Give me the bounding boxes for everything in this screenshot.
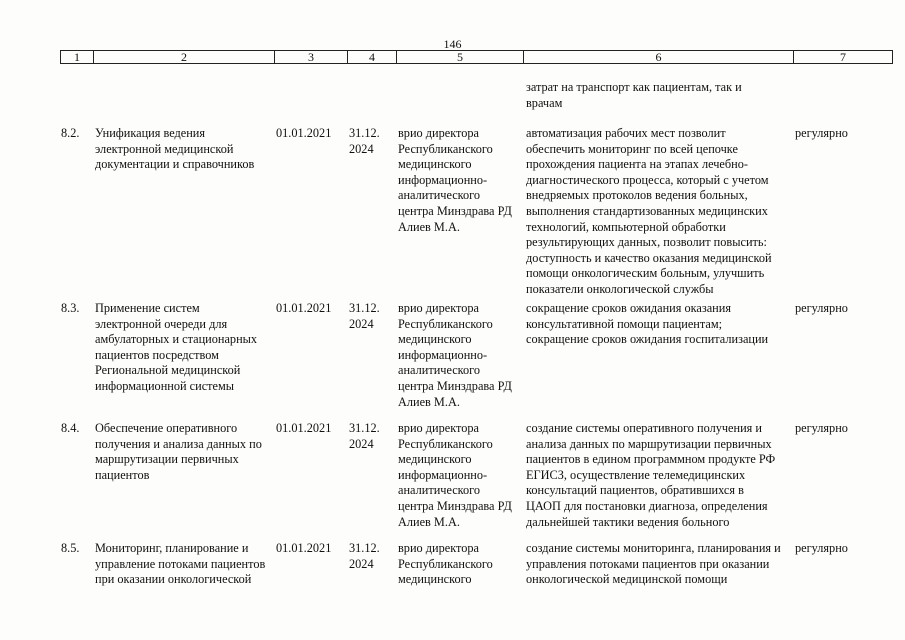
responsible-person: [398, 126, 523, 235]
measure-name-line: при оказании онкологической: [95, 572, 252, 587]
expected-result: [526, 541, 794, 588]
measure-name-line: пациентов посредством: [95, 347, 219, 362]
period: регулярно: [795, 126, 848, 140]
end-date-line: 2024: [349, 316, 374, 331]
responsible-line: Алиев М.А.: [398, 219, 460, 234]
responsible-line: медицинского: [398, 572, 472, 587]
column-number-2: 2: [94, 51, 275, 64]
result-line: консультаций пациентов, обратившихся в: [526, 483, 744, 498]
responsible-line: медицинского: [398, 332, 472, 347]
responsible-line: врио директора: [398, 541, 479, 555]
result-line: дальнейшей тактики ведения больного: [526, 514, 730, 529]
result-line: автоматизация рабочих мест позволит: [526, 126, 726, 140]
responsible-line: Республиканского: [398, 316, 493, 331]
end-date: [349, 541, 394, 572]
column-header-table: [60, 50, 893, 64]
item-number: 8.4.: [61, 421, 80, 435]
continuation-text: [526, 80, 794, 111]
responsible-line: Алиев М.А.: [398, 394, 460, 409]
responsible-line: Республиканского: [398, 141, 493, 156]
measure-name: [95, 541, 273, 588]
responsible-person: [398, 421, 523, 530]
page-number: 146: [443, 37, 462, 51]
responsible-line: аналитического: [398, 188, 481, 203]
measure-name-line: Мониторинг, планирование и: [95, 541, 249, 555]
measure-name-line: управление потоками пациентов: [95, 556, 266, 571]
responsible-person: [398, 301, 523, 410]
end-date-line: 31.12.: [349, 301, 380, 315]
result-line: пациентов в едином программном продукте РФ: [526, 452, 776, 467]
responsible-line: врио директора: [398, 126, 479, 140]
measure-name-line: Обеспечение оперативного: [95, 421, 238, 435]
measure-name-line: электронной очереди для: [95, 316, 228, 331]
result-line: управления потоками пациентов при оказании: [526, 556, 770, 571]
end-date: [349, 301, 394, 332]
result-line: выполнения стандартизованных медицинских: [526, 203, 768, 218]
item-number: 8.2.: [61, 126, 80, 140]
expected-result: [526, 126, 794, 298]
responsible-line: информационно-: [398, 347, 488, 362]
measure-name-line: пациентов: [95, 467, 150, 482]
result-line: обеспечить мониторинг по всей цепочке: [526, 141, 738, 156]
result-line: прохождения пациента на этапах лечебно-: [526, 157, 748, 172]
responsible-line: врио директора: [398, 421, 479, 435]
responsible-line: центра Минздрава РД: [398, 203, 512, 218]
measure-name-line: документации и справочников: [95, 157, 255, 172]
result-line: ЕГИСЗ, осуществление телемедицинских: [526, 467, 746, 482]
measure-name-line: маршрутизации первичных: [95, 452, 239, 467]
end-date-line: 31.12.: [349, 541, 380, 555]
result-line: сокращение сроков ожидания госпитализации: [526, 332, 769, 347]
start-date: 01.01.2021: [276, 301, 332, 315]
measure-name-line: Применение систем: [95, 301, 200, 315]
end-date-line: 2024: [349, 436, 374, 451]
result-line: доступность и качество оказания медицинской: [526, 250, 772, 265]
responsible-line: Алиев М.А.: [398, 514, 460, 529]
period: регулярно: [795, 301, 848, 315]
responsible-line: медицинского: [398, 157, 472, 172]
result-line: создание системы мониторинга, планирования и: [526, 541, 781, 555]
end-date-line: 2024: [349, 141, 374, 156]
responsible-person: [398, 541, 523, 588]
measure-name-line: амбулаторных и стационарных: [95, 332, 258, 347]
responsible-line: информационно-: [398, 172, 488, 187]
end-date-line: 31.12.: [349, 421, 380, 435]
result-line: консультативной помощи пациентам;: [526, 316, 723, 331]
item-number: 8.3.: [61, 301, 80, 315]
column-number-1: 1: [61, 51, 94, 64]
continuation-line: затрат на транспорт как пациентам, так и: [526, 80, 742, 94]
measure-name: [95, 421, 273, 483]
end-date-line: 31.12.: [349, 126, 380, 140]
result-line: сокращение сроков ожидания оказания: [526, 301, 731, 315]
start-date: 01.01.2021: [276, 421, 332, 435]
result-line: внедряемых протоколов ведения больных,: [526, 188, 748, 203]
period: регулярно: [795, 541, 848, 555]
result-line: создание системы оперативного получения и: [526, 421, 762, 435]
item-number: 8.5.: [61, 541, 80, 555]
column-number-7: 7: [794, 51, 893, 64]
responsible-line: Республиканского: [398, 556, 493, 571]
responsible-line: врио директора: [398, 301, 479, 315]
result-line: результирующих данных, позволит повысить:: [526, 235, 767, 250]
period: регулярно: [795, 421, 848, 435]
column-number-5: 5: [397, 51, 524, 64]
measure-name-line: электронной медицинской: [95, 141, 234, 156]
measure-name-line: получения и анализа данных по: [95, 436, 262, 451]
column-number-3: 3: [275, 51, 348, 64]
start-date: 01.01.2021: [276, 126, 332, 140]
measure-name-line: Унификация ведения: [95, 126, 206, 140]
result-line: диагностического процесса, который с учетом: [526, 172, 769, 187]
end-date: [349, 421, 394, 452]
responsible-line: медицинского: [398, 452, 472, 467]
responsible-line: Республиканского: [398, 436, 493, 451]
result-line: технологий, компьютерной обработки: [526, 219, 726, 234]
end-date: [349, 126, 394, 157]
responsible-line: центра Минздрава РД: [398, 498, 512, 513]
result-line: онкологической медицинской помощи: [526, 572, 728, 587]
column-number-4: 4: [348, 51, 397, 64]
column-number-6: 6: [524, 51, 794, 64]
expected-result: [526, 421, 794, 530]
result-line: показатели онкологической службы: [526, 281, 714, 296]
end-date-line: 2024: [349, 556, 374, 571]
result-line: помощи онкологическим больным, улучшить: [526, 266, 765, 281]
responsible-line: аналитического: [398, 363, 481, 378]
measure-name-line: Региональной медицинской: [95, 363, 241, 378]
responsible-line: центра Минздрава РД: [398, 378, 512, 393]
measure-name-line: информационной системы: [95, 378, 235, 393]
responsible-line: информационно-: [398, 467, 488, 482]
result-line: ЦАОП для постановки диагноза, определения: [526, 498, 768, 513]
responsible-line: аналитического: [398, 483, 481, 498]
measure-name: [95, 301, 273, 395]
continuation-line: врачам: [526, 95, 563, 110]
expected-result: [526, 301, 794, 348]
result-line: анализа данных по маршрутизации первичных: [526, 436, 772, 451]
start-date: 01.01.2021: [276, 541, 332, 555]
measure-name: [95, 126, 273, 173]
